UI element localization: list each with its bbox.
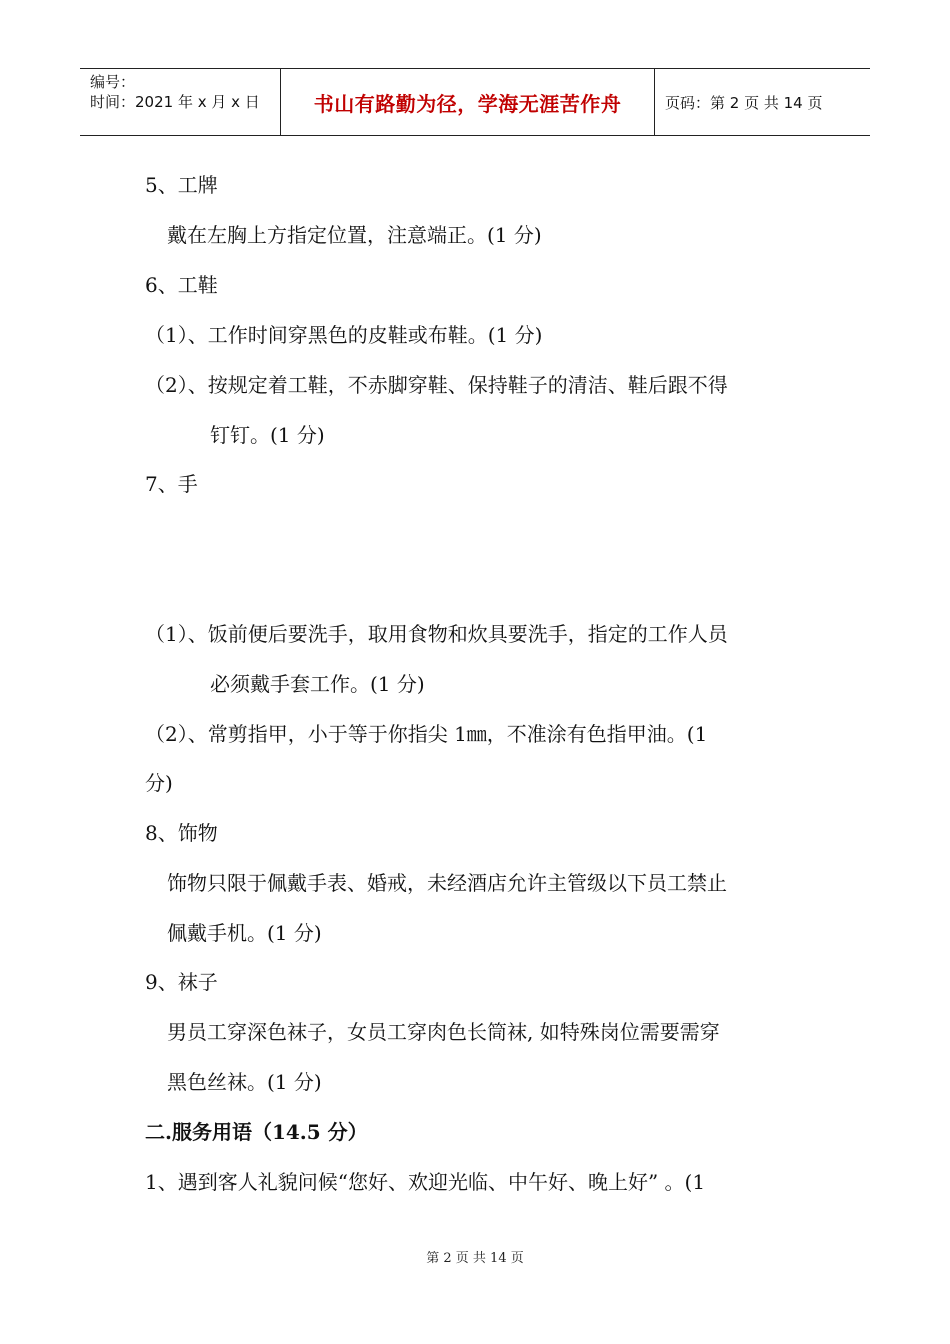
header-left-cell <box>80 69 281 135</box>
section-5-title: 5、工牌 <box>145 173 218 197</box>
section-5-paragraph: 戴在左胸上方指定位置，注意端正。(1 分) <box>167 223 542 247</box>
section-2-item-1: 1、遇到客人礼貌问候“您好、欢迎光临、中午好、晚上好” 。(1 <box>145 1170 706 1194</box>
section-8-title: 8、饰物 <box>145 821 218 845</box>
section-7-item-1-continued: 必须戴手套工作。(1 分) <box>210 672 425 696</box>
section-9-paragraph-continued: 黑色丝袜。(1 分) <box>167 1070 322 1094</box>
header-middle-cell <box>281 69 655 135</box>
serial-number-label: 编号： <box>90 73 136 91</box>
section-8-paragraph: 饰物只限于佩戴手表、婚戒，未经酒店允许主管级以下员工禁止 <box>167 871 727 895</box>
section-6-item-1: （1）、工作时间穿黑色的皮鞋或布鞋。(1 分) <box>145 323 543 347</box>
section-7-item-2-continued: 分) <box>145 771 173 795</box>
header-motto: 书山有路勤为径，学海无涯苦作舟 <box>313 91 622 116</box>
section-9-title: 9、袜子 <box>145 970 218 994</box>
section-7-title: 7、手 <box>145 472 198 496</box>
section-6-item-2: （2）、按规定着工鞋，不赤脚穿鞋、保持鞋子的清洁、鞋后跟不得 <box>145 373 728 397</box>
section-6-title: 6、工鞋 <box>145 273 218 297</box>
time-label: 时间：2021 年 x 月 x 日 <box>90 93 260 111</box>
page-footer <box>0 1247 950 1266</box>
header-page-label: 页码：第 2 页 共 14 页 <box>665 93 823 112</box>
section-2-heading: 二.服务用语（14.5 分） <box>145 1120 368 1144</box>
header-table <box>80 68 870 136</box>
section-9-paragraph: 男员工穿深色袜子，女员工穿肉色长筒袜, 如特殊岗位需要需穿 <box>167 1020 720 1044</box>
section-7-item-1: （1）、饭前便后要洗手，取用食物和炊具要洗手，指定的工作人员 <box>145 622 728 646</box>
section-8-paragraph-continued: 佩戴手机。(1 分) <box>167 921 322 945</box>
header-right-cell <box>655 69 870 135</box>
footer-page-number: 第 2 页 共 14 页 <box>426 1251 524 1266</box>
section-6-item-2-continued: 钉钉。(1 分) <box>210 423 325 447</box>
section-7-item-2: （2）、常剪指甲，小于等于你指尖 1㎜，不准涂有色指甲油。(1 <box>145 722 708 746</box>
